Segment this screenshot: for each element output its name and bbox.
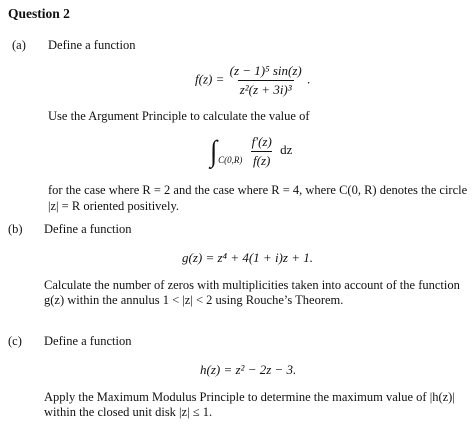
part-c-para-line1: Apply the Maximum Modulus Principle to determine the maximum value of |h(z)| xyxy=(44,390,455,404)
part-a-intro: Define a function xyxy=(48,38,136,52)
part-b-intro: Define a function xyxy=(44,222,132,236)
part-c-function-h: h(z) = z² − 2z − 3. xyxy=(200,362,297,377)
integrand-denominator: f(z) xyxy=(253,153,271,168)
f-lhs: f(z) = xyxy=(195,71,225,87)
integral-contour: C(0,R) xyxy=(218,155,243,166)
part-b-para-line2: g(z) within the annulus 1 < |z| < 2 using Rouche’s Theorem. xyxy=(44,293,344,307)
f-denominator: z²(z + 3i)³ xyxy=(239,82,292,97)
part-c-para-line2: within the closed unit disk |z| ≤ 1. xyxy=(44,405,213,419)
f-numerator: (z − 1)⁵ sin(z) xyxy=(229,63,302,78)
part-a-label: (a) xyxy=(12,38,26,52)
part-a-integral xyxy=(210,134,292,169)
integral-dz: dz xyxy=(280,142,293,158)
part-a-tail-line1: for the case where R = 2 and the case where R = 4, where C(0, R) denotes the circle xyxy=(48,183,468,197)
part-c-intro: Define a function xyxy=(44,334,132,348)
part-c-label: (c) xyxy=(8,334,22,348)
part-a-instruction: Use the Argument Principle to calculate the value of xyxy=(48,109,310,123)
f-fraction xyxy=(228,63,304,98)
part-b-para-line1: Calculate the number of zeros with multiplicities taken into account of the function xyxy=(44,278,460,292)
part-a-tail-line2: |z| = R oriented positively. xyxy=(48,199,180,213)
question-title: Question 2 xyxy=(8,6,70,21)
integrand-fraction xyxy=(250,134,274,169)
part-b-label: (b) xyxy=(8,222,23,236)
part-a-function-f xyxy=(195,63,310,98)
integrand-numerator: f′(z) xyxy=(251,134,272,149)
part-b-function-g: g(z) = z⁴ + 4(1 + i)z + 1. xyxy=(182,250,313,265)
f-end: . xyxy=(307,71,311,87)
integral-sign: ∫ xyxy=(210,134,218,168)
